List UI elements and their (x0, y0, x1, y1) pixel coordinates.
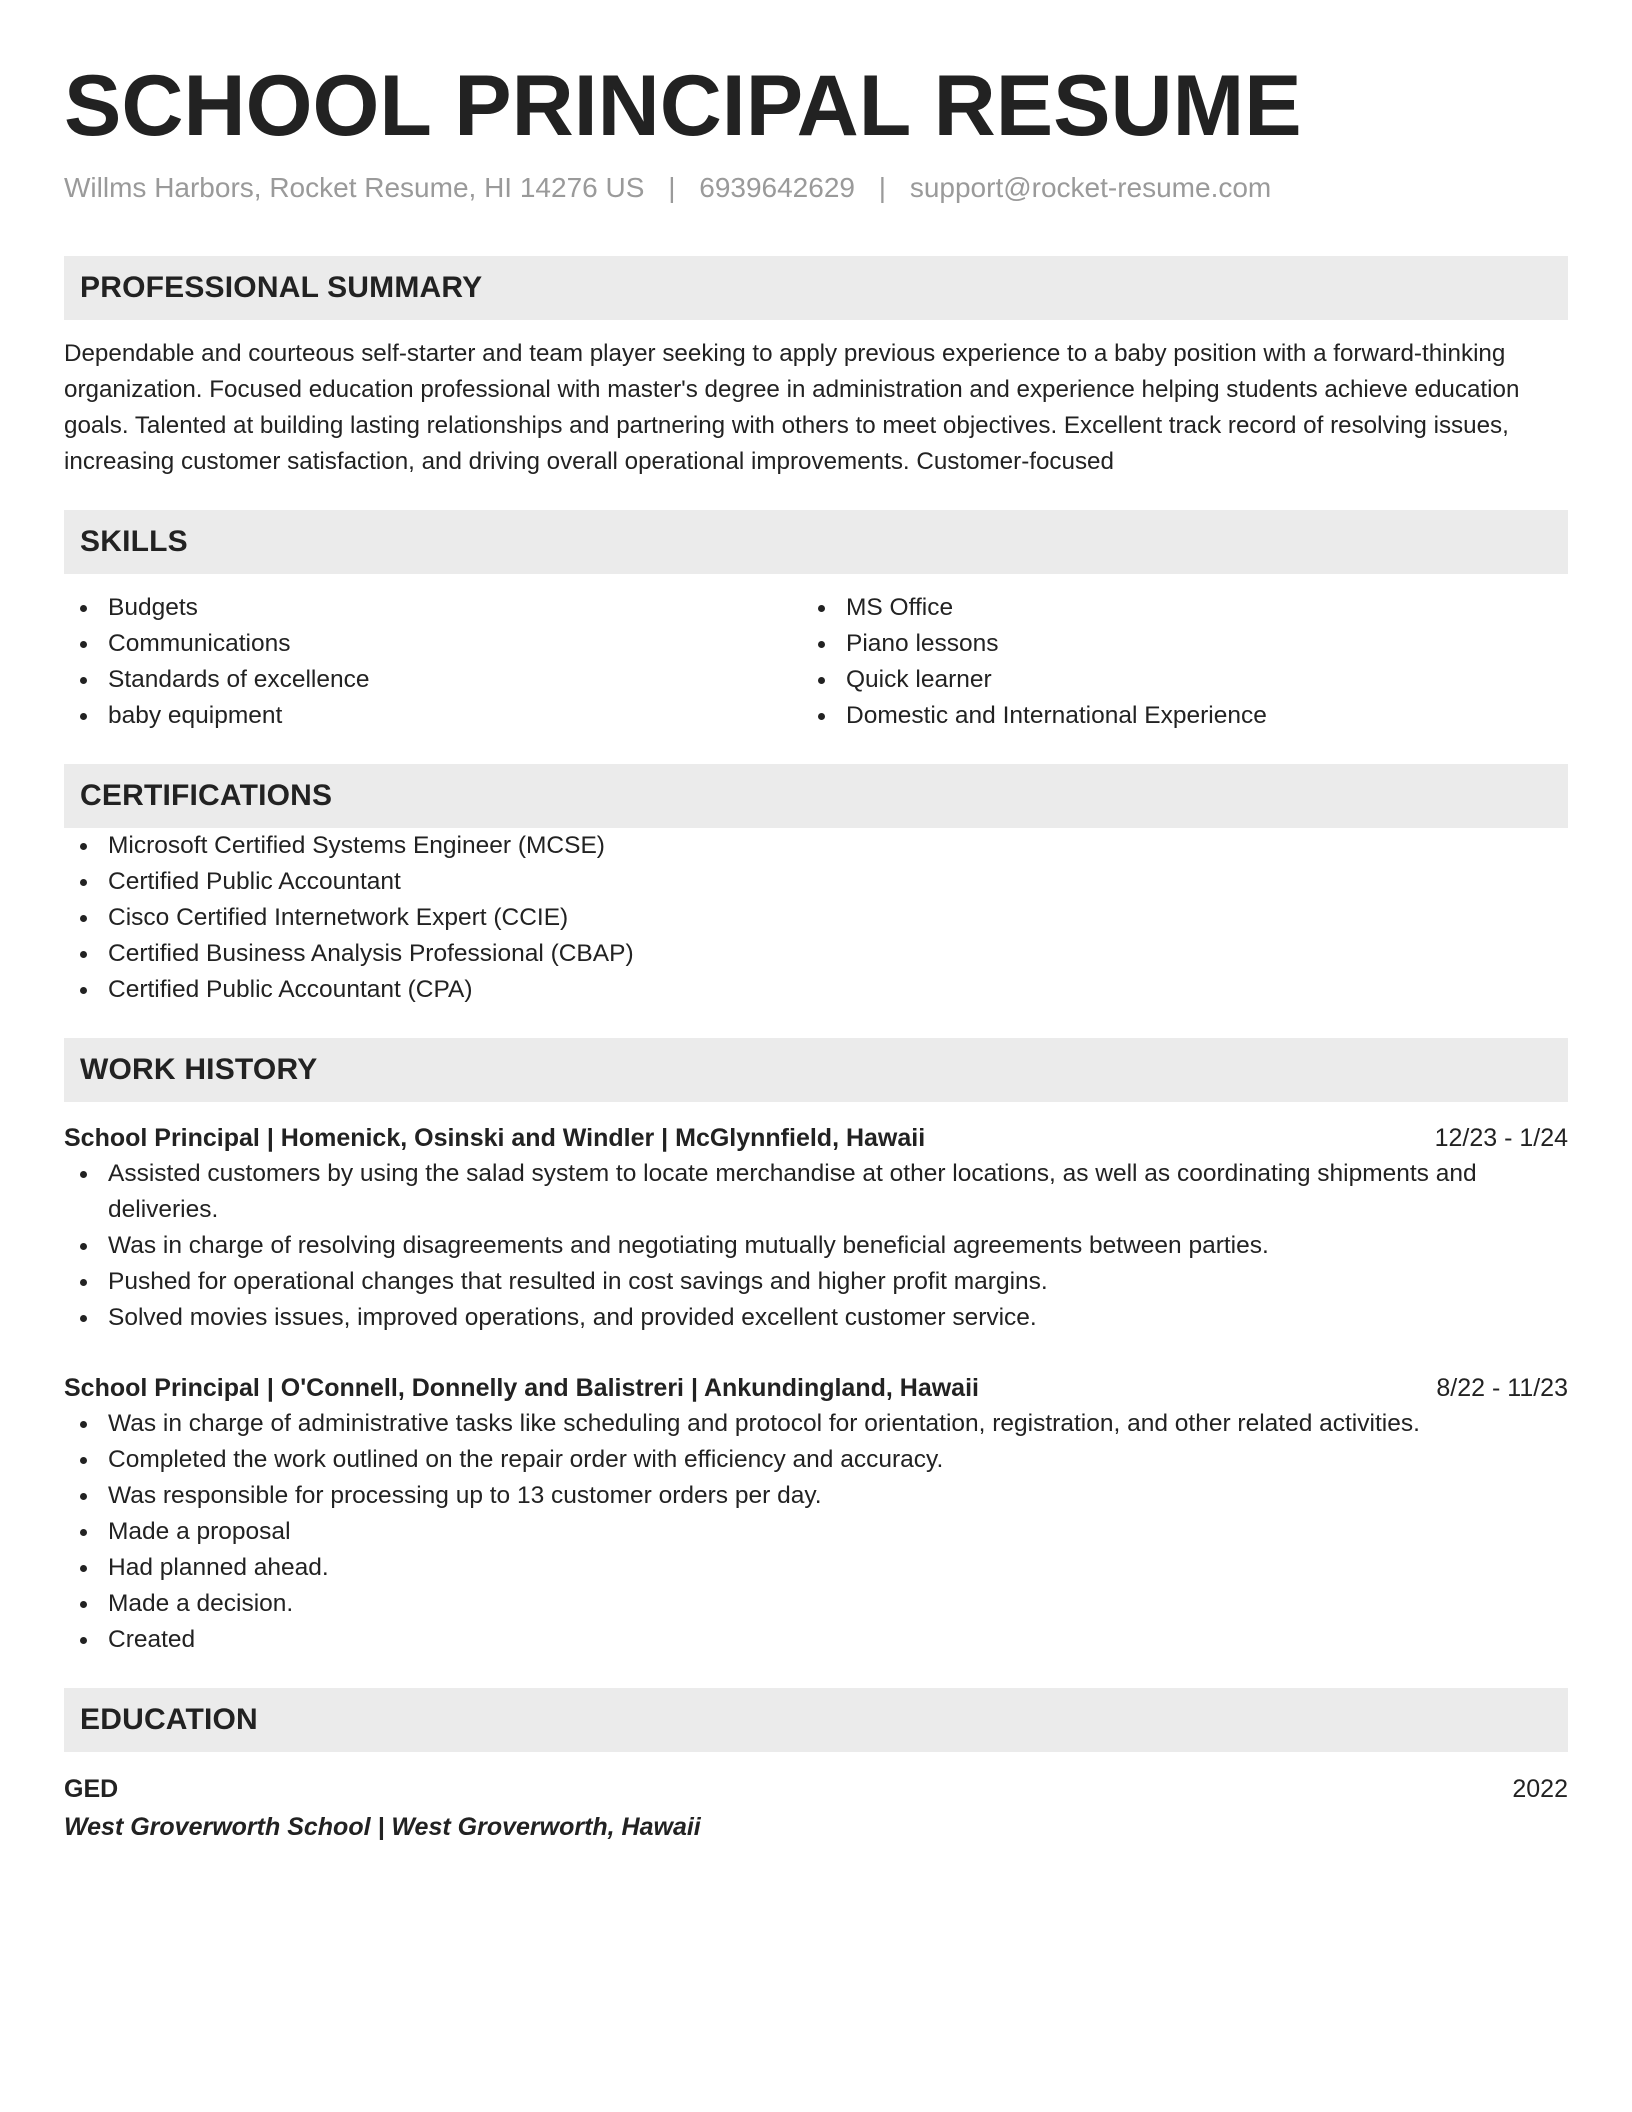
job-entry (64, 1120, 1568, 1336)
job-bullets (64, 1406, 1568, 1658)
job-bullet: Made a decision. (64, 1586, 1568, 1622)
contact-line (64, 170, 1568, 206)
job-bullets (64, 1156, 1568, 1336)
contact-address: Willms Harbors, Rocket Resume, HI 14276 US (64, 172, 645, 203)
skill-item: Budgets (64, 590, 802, 626)
contact-email: support@rocket-resume.com (909, 172, 1272, 203)
job-entry (64, 1370, 1568, 1658)
skills-column-right (802, 590, 1540, 734)
education-section-header: EDUCATION (64, 1688, 1568, 1752)
skill-item: Communications (64, 626, 802, 662)
skill-item: MS Office (802, 590, 1540, 626)
work-history-section-header: WORK HISTORY (64, 1038, 1568, 1102)
skill-item: Domestic and International Experience (802, 698, 1540, 734)
skills-list (64, 590, 1568, 734)
contact-separator: | (878, 172, 887, 203)
job-dates: 8/22 - 11/23 (1436, 1374, 1568, 1402)
skill-item: Quick learner (802, 662, 1540, 698)
summary-text: Dependable and courteous self-starter and team player seeking to apply previous experience to a baby position with a forward-thinking organization. Focused education professional with master's degree in administration and experience helping students achieve education goals. Talented at building lasting relationships and partnering with others to meet objectives. Excellent track record of resolving issues, increasing customer satisfaction, and driving overall operational improvements. Customer-focused (64, 340, 1520, 475)
education-header (64, 1770, 1568, 1808)
job-bullet: Was in charge of administrative tasks like scheduling and protocol for orientation, registration, and other related activities. (64, 1406, 1568, 1442)
contact-phone: 6939642629 (699, 172, 855, 203)
certifications-section-header: CERTIFICATIONS (64, 764, 1568, 828)
skills-column-left (64, 590, 802, 734)
job-header (64, 1120, 1568, 1156)
job-bullet: Made a proposal (64, 1514, 1568, 1550)
summary-section-header: PROFESSIONAL SUMMARY (64, 256, 1568, 320)
job-bullet: Created (64, 1622, 1568, 1658)
job-bullet: Was responsible for processing up to 13 customer orders per day. (64, 1478, 1568, 1514)
skills-section-header: SKILLS (64, 510, 1568, 574)
certifications-list (64, 828, 1568, 1008)
resume-title: SCHOOL PRINCIPAL RESUME (64, 58, 1302, 154)
certification-item: Certified Public Accountant (64, 864, 1568, 900)
job-bullet: Assisted customers by using the salad system to locate merchandise at other locations, as well as coordinating shipments and deliveries. (64, 1156, 1568, 1228)
certification-item: Certified Business Analysis Professional (CBAP) (64, 936, 1568, 972)
job-bullet: Had planned ahead. (64, 1550, 1568, 1586)
certification-item: Cisco Certified Internetwork Expert (CCIE) (64, 900, 1568, 936)
job-bullet: Solved movies issues, improved operations, and provided excellent customer service. (64, 1300, 1568, 1336)
certification-item: Microsoft Certified Systems Engineer (MCSE) (64, 828, 1568, 864)
job-title: School Principal | O'Connell, Donnelly and Balistreri | Ankundingland, Hawaii (64, 1374, 979, 1402)
job-dates: 12/23 - 1/24 (1434, 1124, 1568, 1152)
skill-item: baby equipment (64, 698, 802, 734)
job-bullet: Completed the work outlined on the repair order with efficiency and accuracy. (64, 1442, 1568, 1478)
education-school: West Groverworth School | West Groverworth, Hawaii (64, 1813, 701, 1841)
job-bullet: Was in charge of resolving disagreements and negotiating mutually beneficial agreements between parties. (64, 1228, 1568, 1264)
job-bullet: Pushed for operational changes that resulted in cost savings and higher profit margins. (64, 1264, 1568, 1300)
certification-item: Certified Public Accountant (CPA) (64, 972, 1568, 1008)
education-degree: GED (64, 1775, 119, 1803)
job-header (64, 1370, 1568, 1406)
contact-separator: | (668, 172, 676, 203)
skill-item: Standards of excellence (64, 662, 802, 698)
job-title: School Principal | Homenick, Osinski and Windler | McGlynnfield, Hawaii (64, 1124, 926, 1152)
education-year: 2022 (1512, 1775, 1568, 1803)
skill-item: Piano lessons (802, 626, 1540, 662)
